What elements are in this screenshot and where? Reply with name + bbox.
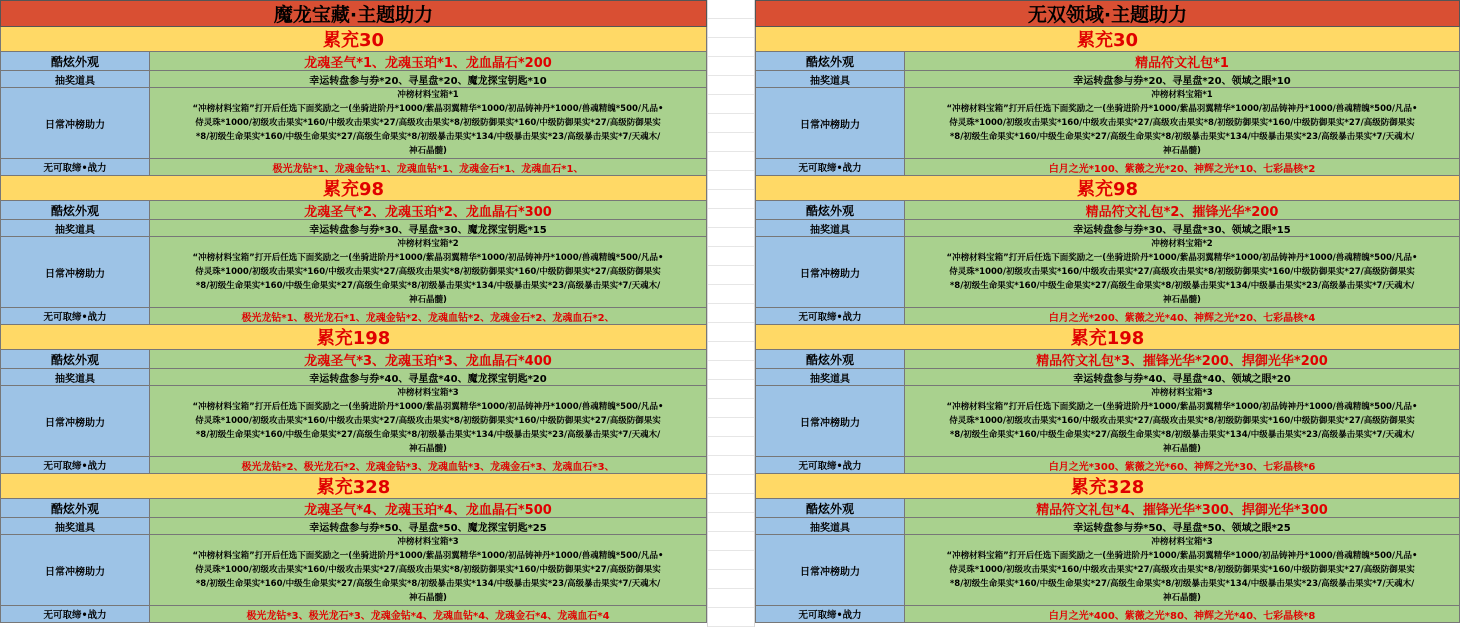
- appearance-row: [0, 499, 707, 518]
- appearance-row: [0, 52, 707, 71]
- daily-rank-row: [755, 237, 1460, 308]
- row-label: 日常冲榜助力: [1, 88, 150, 158]
- row-value: 极光龙钻*1、龙魂金钻*1、龙魂血钻*1、龙魂金石*1、龙魂血石*1、: [150, 159, 706, 175]
- rank-reward-line: 神石晶髓): [409, 593, 447, 603]
- row-label: 酷炫外观: [756, 52, 905, 70]
- row-label: 酷炫外观: [756, 499, 905, 517]
- rank-reward-line: 冲榜材料宝箱*1: [397, 90, 459, 100]
- power-row: [0, 159, 707, 176]
- tier-header: 累充328: [755, 474, 1460, 499]
- row-label: 酷炫外观: [1, 201, 150, 219]
- rank-reward-line: “冲榜材料宝箱”打开后任选下面奖励之一(坐骑进阶丹*1000/紫晶羽翼精华*1000/初品铸神丹*1000/兽魂精魄*500/凡品•: [192, 253, 664, 263]
- draw-items-row: [0, 220, 707, 237]
- draw-items-row: [0, 518, 707, 535]
- rank-reward-line: 冲榜材料宝箱*3: [1151, 537, 1213, 547]
- appearance-row: [0, 350, 707, 369]
- daily-rank-row: [755, 535, 1460, 606]
- row-label: 日常冲榜助力: [1, 237, 150, 307]
- row-value: 白月之光*200、紫薇之光*40、神辉之光*20、七彩晶核*4: [905, 308, 1459, 324]
- draw-items-row: [755, 71, 1460, 88]
- daily-rank-row: [755, 386, 1460, 457]
- row-label: 无可取缔•战力: [756, 308, 905, 324]
- appearance-row: [755, 350, 1460, 369]
- row-value: 精品符文礼包*1: [905, 52, 1459, 70]
- panel-modragon: [0, 0, 707, 623]
- row-value: 龙魂圣气*2、龙魂玉珀*2、龙血晶石*300: [150, 201, 706, 219]
- power-row: [0, 308, 707, 325]
- row-value: [150, 88, 706, 158]
- appearance-row: [0, 201, 707, 220]
- rank-reward-line: 侍灵珠*1000/初级攻击果实*160/中级攻击果实*27/高级攻击果实*8/初级防御果实*160/中级防御果实*27/高级防御果实: [949, 565, 1415, 575]
- rank-reward-line: 侍灵珠*1000/初级攻击果实*160/中级攻击果实*27/高级攻击果实*8/初级防御果实*160/中级防御果实*27/高级防御果实: [195, 118, 661, 128]
- row-label: 无可取缔•战力: [1, 308, 150, 324]
- row-label: 抽奖道具: [1, 220, 150, 236]
- row-label: 抽奖道具: [756, 369, 905, 385]
- draw-items-row: [0, 71, 707, 88]
- row-label: 日常冲榜助力: [756, 237, 905, 307]
- power-row: [0, 606, 707, 623]
- row-label: 无可取缔•战力: [1, 457, 150, 473]
- tier-header: 累充98: [0, 176, 707, 201]
- row-label: 日常冲榜助力: [1, 386, 150, 456]
- rank-reward-line: 侍灵珠*1000/初级攻击果实*160/中级攻击果实*27/高级攻击果实*8/初级防御果实*160/中级防御果实*27/高级防御果实: [195, 565, 661, 575]
- row-label: 日常冲榜助力: [756, 535, 905, 605]
- rank-reward-line: *8/初级生命果实*160/中级生命果实*27/高级生命果实*8/初级暴击果实*134/中级暴击果实*23/高级暴击果实*7/天魂木/: [949, 579, 1415, 589]
- row-label: 抽奖道具: [756, 71, 905, 87]
- rank-reward-line: 侍灵珠*1000/初级攻击果实*160/中级攻击果实*27/高级攻击果实*8/初级防御果实*160/中级防御果实*27/高级防御果实: [195, 267, 661, 277]
- power-row: [755, 457, 1460, 474]
- row-value: [150, 237, 706, 307]
- row-value: [905, 386, 1459, 456]
- row-value: [905, 535, 1459, 605]
- row-label: 无可取缔•战力: [756, 457, 905, 473]
- row-label: 酷炫外观: [756, 350, 905, 368]
- daily-rank-row: [0, 535, 707, 606]
- row-value: 白月之光*300、紫薇之光*60、神辉之光*30、七彩晶核*6: [905, 457, 1459, 473]
- row-label: 日常冲榜助力: [756, 88, 905, 158]
- row-value: [905, 88, 1459, 158]
- row-value: 幸运转盘参与券*40、寻星盘*40、领域之眼*20: [905, 369, 1459, 385]
- rank-reward-line: “冲榜材料宝箱”打开后任选下面奖励之一(坐骑进阶丹*1000/紫晶羽翼精华*1000/初品铸神丹*1000/兽魂精魄*500/凡品•: [946, 104, 1418, 114]
- row-label: 抽奖道具: [1, 369, 150, 385]
- daily-rank-row: [755, 88, 1460, 159]
- rank-reward-line: *8/初级生命果实*160/中级生命果实*27/高级生命果实*8/初级暴击果实*134/中级暴击果实*23/高级暴击果实*7/天魂木/: [949, 132, 1415, 142]
- appearance-row: [755, 499, 1460, 518]
- row-value: [150, 386, 706, 456]
- appearance-row: [755, 52, 1460, 71]
- tier-header: 累充30: [0, 27, 707, 52]
- row-value: 白月之光*400、紫薇之光*80、神辉之光*40、七彩晶核*8: [905, 606, 1459, 622]
- rank-reward-line: 侍灵珠*1000/初级攻击果实*160/中级攻击果实*27/高级攻击果实*8/初级防御果实*160/中级防御果实*27/高级防御果实: [949, 416, 1415, 426]
- rank-reward-line: 冲榜材料宝箱*3: [1151, 388, 1213, 398]
- row-value: 幸运转盘参与券*40、寻星盘*40、魔龙探宝钥匙*20: [150, 369, 706, 385]
- row-label: 酷炫外观: [1, 52, 150, 70]
- row-label: 无可取缔•战力: [756, 606, 905, 622]
- rank-reward-line: “冲榜材料宝箱”打开后任选下面奖励之一(坐骑进阶丹*1000/紫晶羽翼精华*1000/初品铸神丹*1000/兽魂精魄*500/凡品•: [946, 551, 1418, 561]
- row-value: 精品符文礼包*3、摧锋光华*200、捍御光华*200: [905, 350, 1459, 368]
- row-value: 幸运转盘参与券*20、寻星盘*20、领域之眼*10: [905, 71, 1459, 87]
- rank-reward-line: 神石晶髓): [1163, 295, 1201, 305]
- row-label: 抽奖道具: [1, 518, 150, 534]
- tier-header: 累充198: [755, 325, 1460, 350]
- row-value: 精品符文礼包*2、摧锋光华*200: [905, 201, 1459, 219]
- daily-rank-row: [0, 237, 707, 308]
- rank-reward-line: 冲榜材料宝箱*2: [1151, 239, 1213, 249]
- rank-reward-line: 神石晶髓): [1163, 146, 1201, 156]
- row-label: 无可取缔•战力: [1, 606, 150, 622]
- rank-reward-line: 神石晶髓): [1163, 593, 1201, 603]
- row-value: 精品符文礼包*4、摧锋光华*300、捍御光华*300: [905, 499, 1459, 517]
- row-label: 酷炫外观: [1, 350, 150, 368]
- rank-reward-line: 神石晶髓): [1163, 444, 1201, 454]
- row-label: 酷炫外观: [756, 201, 905, 219]
- spreadsheet-gap-columns: [707, 0, 755, 627]
- rank-reward-line: “冲榜材料宝箱”打开后任选下面奖励之一(坐骑进阶丹*1000/紫晶羽翼精华*1000/初品铸神丹*1000/兽魂精魄*500/凡品•: [946, 402, 1418, 412]
- rank-reward-line: 神石晶髓): [409, 146, 447, 156]
- row-label: 抽奖道具: [756, 518, 905, 534]
- power-row: [0, 457, 707, 474]
- tier-header: 累充198: [0, 325, 707, 350]
- draw-items-row: [755, 518, 1460, 535]
- row-value: [150, 535, 706, 605]
- row-value: 幸运转盘参与券*50、寻星盘*50、魔龙探宝钥匙*25: [150, 518, 706, 534]
- daily-rank-row: [0, 386, 707, 457]
- rank-reward-line: “冲榜材料宝箱”打开后任选下面奖励之一(坐骑进阶丹*1000/紫晶羽翼精华*1000/初品铸神丹*1000/兽魂精魄*500/凡品•: [946, 253, 1418, 263]
- row-label: 日常冲榜助力: [756, 386, 905, 456]
- row-value: [905, 237, 1459, 307]
- draw-items-row: [755, 220, 1460, 237]
- rank-reward-line: *8/初级生命果实*160/中级生命果实*27/高级生命果实*8/初级暴击果实*134/中级暴击果实*23/高级暴击果实*7/天魂木/: [949, 430, 1415, 440]
- rank-reward-line: 神石晶髓): [409, 444, 447, 454]
- row-value: 龙魂圣气*1、龙魂玉珀*1、龙血晶石*200: [150, 52, 706, 70]
- row-label: 日常冲榜助力: [1, 535, 150, 605]
- rank-reward-line: 侍灵珠*1000/初级攻击果实*160/中级攻击果实*27/高级攻击果实*8/初级防御果实*160/中级防御果实*27/高级防御果实: [195, 416, 661, 426]
- power-row: [755, 606, 1460, 623]
- rank-reward-line: 冲榜材料宝箱*3: [397, 537, 459, 547]
- power-row: [755, 159, 1460, 176]
- rank-reward-line: *8/初级生命果实*160/中级生命果实*27/高级生命果实*8/初级暴击果实*134/中级暴击果实*23/高级暴击果实*7/天魂木/: [195, 132, 661, 142]
- row-value: 幸运转盘参与券*30、寻星盘*30、魔龙探宝钥匙*15: [150, 220, 706, 236]
- row-value: 龙魂圣气*3、龙魂玉珀*3、龙血晶石*400: [150, 350, 706, 368]
- rank-reward-line: 神石晶髓): [409, 295, 447, 305]
- row-label: 酷炫外观: [1, 499, 150, 517]
- row-label: 无可取缔•战力: [1, 159, 150, 175]
- tier-header: 累充30: [755, 27, 1460, 52]
- appearance-row: [755, 201, 1460, 220]
- draw-items-row: [0, 369, 707, 386]
- row-value: 幸运转盘参与券*20、寻星盘*20、魔龙探宝钥匙*10: [150, 71, 706, 87]
- rank-reward-line: 冲榜材料宝箱*1: [1151, 90, 1213, 100]
- row-value: 极光龙钻*3、极光龙石*3、龙魂金钻*4、龙魂血钻*4、龙魂金石*4、龙魂血石*4: [150, 606, 706, 622]
- rank-reward-line: 冲榜材料宝箱*3: [397, 388, 459, 398]
- draw-items-row: [755, 369, 1460, 386]
- row-value: 龙魂圣气*4、龙魂玉珀*4、龙血晶石*500: [150, 499, 706, 517]
- row-value: 极光龙钻*1、极光龙石*1、龙魂金钻*2、龙魂血钻*2、龙魂金石*2、龙魂血石*2、: [150, 308, 706, 324]
- rank-reward-line: “冲榜材料宝箱”打开后任选下面奖励之一(坐骑进阶丹*1000/紫晶羽翼精华*1000/初品铸神丹*1000/兽魂精魄*500/凡品•: [192, 104, 664, 114]
- tier-header: 累充98: [755, 176, 1460, 201]
- rank-reward-line: “冲榜材料宝箱”打开后任选下面奖励之一(坐骑进阶丹*1000/紫晶羽翼精华*1000/初品铸神丹*1000/兽魂精魄*500/凡品•: [192, 402, 664, 412]
- tier-header: 累充328: [0, 474, 707, 499]
- daily-rank-row: [0, 88, 707, 159]
- rank-reward-line: 侍灵珠*1000/初级攻击果实*160/中级攻击果实*27/高级攻击果实*8/初级防御果实*160/中级防御果实*27/高级防御果实: [949, 118, 1415, 128]
- rank-reward-line: 冲榜材料宝箱*2: [397, 239, 459, 249]
- row-label: 抽奖道具: [1, 71, 150, 87]
- rank-reward-line: *8/初级生命果实*160/中级生命果实*27/高级生命果实*8/初级暴击果实*134/中级暴击果实*23/高级暴击果实*7/天魂木/: [195, 430, 661, 440]
- row-value: 幸运转盘参与券*50、寻星盘*50、领域之眼*25: [905, 518, 1459, 534]
- power-row: [755, 308, 1460, 325]
- row-label: 抽奖道具: [756, 220, 905, 236]
- rank-reward-line: *8/初级生命果实*160/中级生命果实*27/高级生命果实*8/初级暴击果实*134/中级暴击果实*23/高级暴击果实*7/天魂木/: [195, 579, 661, 589]
- row-value: 极光龙钻*2、极光龙石*2、龙魂金钻*3、龙魂血钻*3、龙魂金石*3、龙魂血石*3、: [150, 457, 706, 473]
- panel-wushuang: [755, 0, 1460, 623]
- rank-reward-line: *8/初级生命果实*160/中级生命果实*27/高级生命果实*8/初级暴击果实*134/中级暴击果实*23/高级暴击果实*7/天魂木/: [949, 281, 1415, 291]
- rank-reward-line: 侍灵珠*1000/初级攻击果实*160/中级攻击果实*27/高级攻击果实*8/初级防御果实*160/中级防御果实*27/高级防御果实: [949, 267, 1415, 277]
- row-label: 无可取缔•战力: [756, 159, 905, 175]
- rank-reward-line: *8/初级生命果实*160/中级生命果实*27/高级生命果实*8/初级暴击果实*134/中级暴击果实*23/高级暴击果实*7/天魂木/: [195, 281, 661, 291]
- panel-title: 无双领域·主题助力: [755, 0, 1460, 27]
- panel-title: 魔龙宝藏·主题助力: [0, 0, 707, 27]
- row-value: 白月之光*100、紫薇之光*20、神辉之光*10、七彩晶核*2: [905, 159, 1459, 175]
- row-value: 幸运转盘参与券*30、寻星盘*30、领域之眼*15: [905, 220, 1459, 236]
- rank-reward-line: “冲榜材料宝箱”打开后任选下面奖励之一(坐骑进阶丹*1000/紫晶羽翼精华*1000/初品铸神丹*1000/兽魂精魄*500/凡品•: [192, 551, 664, 561]
